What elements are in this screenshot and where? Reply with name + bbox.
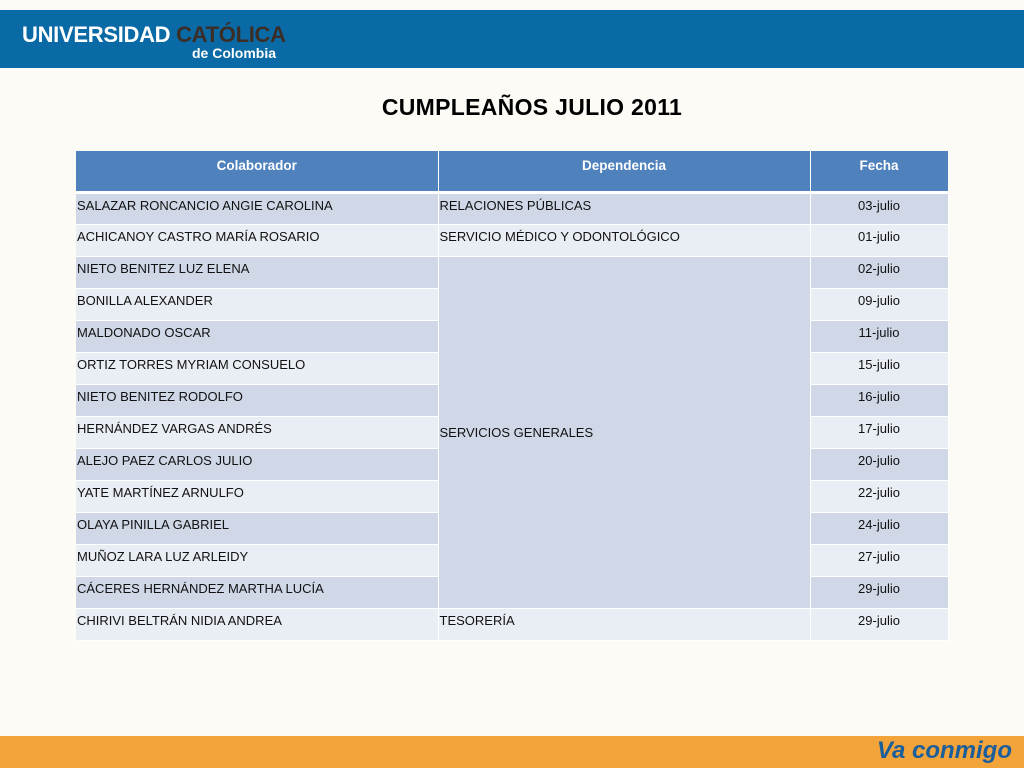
cell-dependencia: SERVICIO MÉDICO Y ODONTOLÓGICO [438, 224, 810, 256]
cell-fecha: 29-julio [810, 608, 948, 640]
cell-fecha: 16-julio [810, 384, 948, 416]
cell-colaborador: NIETO BENITEZ LUZ ELENA [76, 256, 438, 288]
cell-dependencia: TESORERÍA [438, 608, 810, 640]
cell-colaborador: SALAZAR RONCANCIO ANGIE CAROLINA [76, 192, 438, 224]
cell-colaborador: YATE MARTÍNEZ ARNULFO [76, 480, 438, 512]
cell-colaborador: OLAYA PINILLA GABRIEL [76, 512, 438, 544]
logo-word-universidad: UNIVERSIDAD [22, 22, 171, 47]
header-dependencia: Dependencia [438, 151, 810, 192]
cell-fecha: 11-julio [810, 320, 948, 352]
cell-colaborador: MUÑOZ LARA LUZ ARLEIDY [76, 544, 438, 576]
cell-fecha: 24-julio [810, 512, 948, 544]
page-title: CUMPLEAÑOS JULIO 2011 [381, 94, 683, 120]
cell-dependencia: RELACIONES PÚBLICAS [438, 192, 810, 224]
cell-colaborador: BONILLA ALEXANDER [76, 288, 438, 320]
cell-fecha: 22-julio [810, 480, 948, 512]
table-row [76, 224, 948, 256]
header-colaborador: Colaborador [76, 151, 438, 192]
logo-subtitle: de Colombia [192, 45, 277, 61]
cell-colaborador: ACHICANOY CASTRO MARÍA ROSARIO [76, 224, 438, 256]
cell-colaborador: MALDONADO OSCAR [76, 320, 438, 352]
cell-fecha: 17-julio [810, 416, 948, 448]
table-header-row [76, 151, 948, 192]
table-row [76, 256, 948, 288]
cell-fecha: 15-julio [810, 352, 948, 384]
footer-bar [0, 736, 1024, 768]
cell-fecha: 27-julio [810, 544, 948, 576]
slogan: Va conmigo [876, 737, 1012, 764]
cell-colaborador: HERNÁNDEZ VARGAS ANDRÉS [76, 416, 438, 448]
cell-colaborador: ALEJO PAEZ CARLOS JULIO [76, 448, 438, 480]
birthdays-table [76, 151, 949, 641]
cell-colaborador: CHIRIVI BELTRÁN NIDIA ANDREA [76, 608, 438, 640]
table-row [76, 608, 948, 640]
header-fecha: Fecha [810, 151, 948, 192]
cell-fecha: 03-julio [810, 192, 948, 224]
cell-fecha: 29-julio [810, 576, 948, 608]
header-bar [0, 10, 1024, 68]
table-row [76, 192, 948, 224]
cell-colaborador: ORTIZ TORRES MYRIAM CONSUELO [76, 352, 438, 384]
cell-fecha: 01-julio [810, 224, 948, 256]
cell-fecha: 02-julio [810, 256, 948, 288]
cell-colaborador: NIETO BENITEZ RODOLFO [76, 384, 438, 416]
cell-fecha: 09-julio [810, 288, 948, 320]
cell-fecha: 20-julio [810, 448, 948, 480]
logo-word-catolica: CATÓLICA [176, 22, 286, 47]
university-logo [22, 22, 286, 61]
cell-dependencia-merged: SERVICIOS GENERALES [438, 256, 810, 608]
cell-colaborador: CÁCERES HERNÁNDEZ MARTHA LUCÍA [76, 576, 438, 608]
